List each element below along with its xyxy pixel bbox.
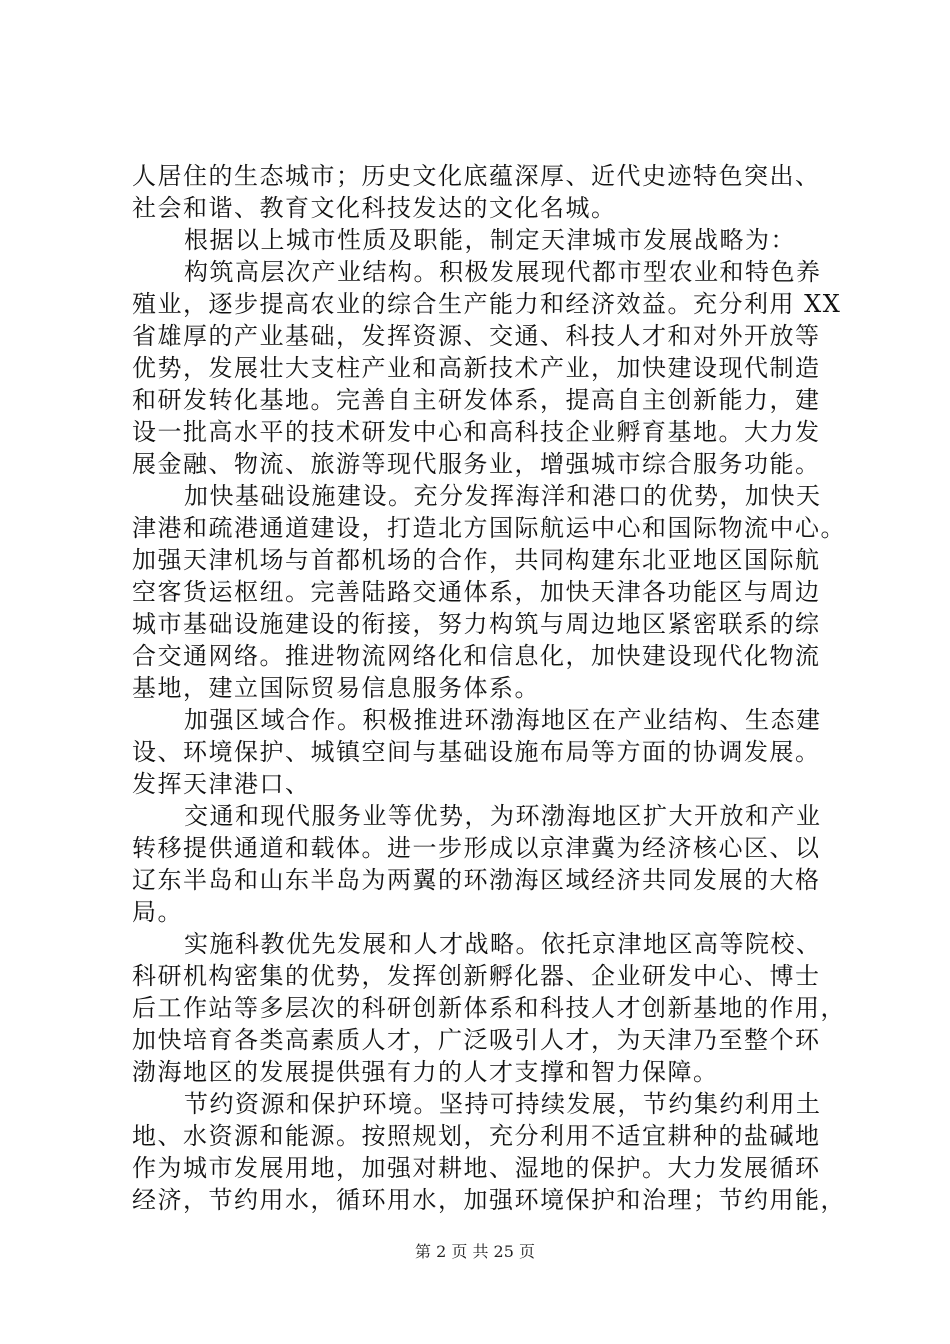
text-line: 渤海地区的发展提供强有力的人才支撑和智力保障。 [132,1058,719,1086]
text-line: 发挥天津港口、 [132,770,311,798]
text-line: 构筑高层次产业结构。积极发展现代都市型农业和特色养 [184,258,822,286]
text-line: 科研机构密集的优势，发挥创新孵化器、企业研发中心、博士 [132,962,821,990]
text-line: 社会和谐、教育文化科技发达的文化名城。 [132,194,617,222]
text-line: 设、环境保护、城镇空间与基础设施布局等方面的协调发展。 [132,738,821,766]
text-line: 作为城市发展用地，加强对耕地、湿地的保护。大力发展循环 [132,1154,821,1182]
text-line: 空客货运枢纽。完善陆路交通体系，加快天津各功能区与周边 [132,578,821,606]
text-line: 转移提供通道和载体。进一步形成以京津冀为经济核心区、以 [132,834,821,862]
text-line: 加快培育各类高素质人才，广泛吸引人才，为天津乃至整个环 [132,1026,821,1054]
text-line: 后工作站等多层次的科研创新体系和科技人才创新基地的作用， [132,994,846,1022]
document-body [132,160,846,1216]
text-line: 交通和现代服务业等优势，为环渤海地区扩大开放和产业 [184,802,822,830]
text-line: 殖业，逐步提高农业的综合生产能力和经济效益。充分利用 XX [132,290,842,318]
text-line: 优势，发展壮大支柱产业和高新技术产业，加快建设现代制造 [132,354,821,382]
text-line: 实施科教优先发展和人才战略。依托京津地区高等院校、 [184,930,822,958]
text-line: 设一批高水平的技术研发中心和高科技企业孵育基地。大力发 [132,418,821,446]
text-line: 地、水资源和能源。按照规划，充分利用不适宜耕种的盐碱地 [132,1122,821,1150]
page-footer: 第 2 页 共 25 页 [415,1242,535,1261]
text-line: 节约资源和保护环境。坚持可持续发展，节约集约利用土 [184,1090,822,1118]
text-line: 人居住的生态城市；历史文化底蕴深厚、近代史迹特色突出、 [132,162,821,190]
text-line: 辽东半岛和山东半岛为两翼的环渤海区域经济共同发展的大格 [132,866,821,894]
text-line: 城市基础设施建设的衔接，努力构筑与周边地区紧密联系的综 [132,610,821,638]
text-line: 津港和疏港通道建设，打造北方国际航运中心和国际物流中心。 [132,514,846,542]
text-line: 加快基础设施建设。充分发挥海洋和港口的优势，加快天 [184,482,822,510]
text-line: 根据以上城市性质及职能，制定天津城市发展战略为： [184,226,796,254]
text-line: 合交通网络。推进物流网络化和信息化，加快建设现代化物流 [132,642,821,670]
text-line: 和研发转化基地。完善自主研发体系，提高自主创新能力，建 [132,386,821,414]
text-line: 局。 [132,898,183,926]
text-line: 加强区域合作。积极推进环渤海地区在产业结构、生态建 [184,706,822,734]
text-line: 经济，节约用水，循环用水，加强环境保护和治理；节约用能， [132,1186,846,1214]
text-line: 基地，建立国际贸易信息服务体系。 [132,674,540,702]
text-line: 省雄厚的产业基础，发挥资源、交通、科技人才和对外开放等 [132,322,821,350]
text-line: 加强天津机场与首都机场的合作，共同构建东北亚地区国际航 [132,546,821,574]
text-line: 展金融、物流、旅游等现代服务业，增强城市综合服务功能。 [132,450,821,478]
